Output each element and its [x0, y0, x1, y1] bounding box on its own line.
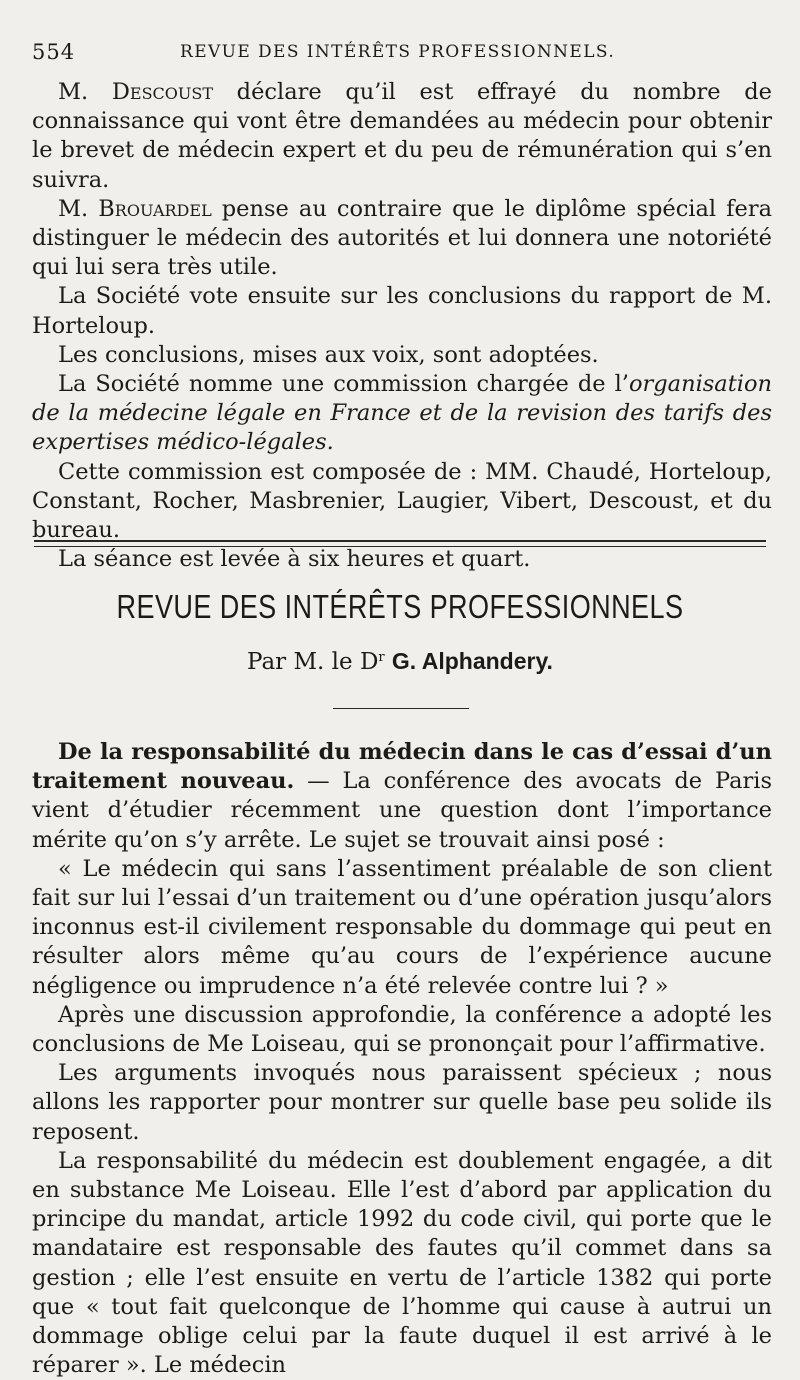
- paragraph-commission: La Société nomme une commission chargée de l’organisation de la médecine légale en France et de la revision des tarifs des expertises médico-légales.: [32, 371, 772, 456]
- article-heading: De la responsabilité du médecin dans le cas d’essai d’un traitement nouveau.: [32, 739, 772, 795]
- paragraph-arguments: Les arguments invoqués nous paraissent spécieux ; nous allons les rapporter pour montrer sur quelle base peu solide ils reposent.: [32, 1060, 772, 1145]
- paragraph-closing: La séance est levée à six heures et quart.: [58, 546, 531, 573]
- paragraph-intro: De la responsabilité du médecin dans le cas d’essai d’un traitement nouveau. — La conférence des avocats de Paris vient d’étudier récemment une question dont l’importance mérite qu’on s’y arrête. Le sujet se trouvait ainsi posé :: [32, 739, 772, 853]
- running-header: [32, 40, 760, 70]
- byline: Par M. le $D^r$ G. Alphandery.: [247, 648, 553, 675]
- page-number: 554: [32, 40, 76, 64]
- speaker-name: M. Descoust: [58, 79, 214, 105]
- paragraph-vote: La Société vote ensuite sur les conclusions du rapport de M. Horteloup.: [32, 283, 772, 339]
- speaker-name: M. Brouardel: [58, 195, 212, 222]
- section-title: REVUE DES INTÉRÊTS PROFESSIONNELS: [116, 588, 684, 625]
- author-name: G. Alphandery.: [391, 648, 553, 674]
- paragraph-question: « Le médecin qui sans l’assentiment préalable de son client fait sur lui l’essai d’un traitement ou d’une opération jusqu’alors inconnus est-il civilement responsable du dommage qui peut en résulter alors même qu’au cours de l’expérience aucune négligence ou imprudence n’a été relevée contre lui ? »: [32, 855, 772, 999]
- running-title: REVUE DES INTÉRÊTS PROFESSIONNELS.: [180, 42, 616, 62]
- paragraph-conclusion: Après une discussion approfondie, la conférence a adopté les conclusions de Me Loiseau, qui se prononçait pour l’affirmative.: [32, 1001, 772, 1058]
- article-body: [32, 738, 772, 1380]
- paragraph-responsibility: La responsabilité du médecin est doublement engagée, a dit en substance Me Loiseau. Elle l’est d’abord par application du principe du mandat, article 1992 du code civil, qui porte que le mandataire est responsable des fautes qu’il commet dans sa gestion ; elle l’est ensuite en vertu de l’article 1382 qui porte que « tout fait quelconque de l’homme qui cause à autrui un dommage oblige celui par la faute duquel il est arrivé à le réparer ». Le médecin: [32, 1147, 772, 1379]
- section-divider: [34, 540, 766, 542]
- paragraph-adopted: Les conclusions, mises aux voix, sont adoptées.: [58, 341, 599, 368]
- paragraph-members: Cette commission est composée de : MM. Chaudé, Horteloup, Constant, Rocher, Masbrenier, Laugier, Vibert, Descoust, et du bureau.: [32, 458, 772, 544]
- paragraph-brouardel: M. Brouardel pense au contraire que le diplôme spécial fera distinguer le médecin des autorités et lui donnera une notoriété qui lui sera très utile.: [32, 195, 772, 281]
- meeting-minutes-text: [32, 78, 772, 574]
- paragraph-descoust: M. Descoust déclare qu’il est effrayé du nombre de connaissance qui vont être demandées au médecin pour obtenir le brevet de médecin expert et du peu de rémunération qui s’en suivra.: [32, 79, 772, 193]
- section-divider-thin: [34, 546, 766, 547]
- short-rule: [333, 708, 469, 709]
